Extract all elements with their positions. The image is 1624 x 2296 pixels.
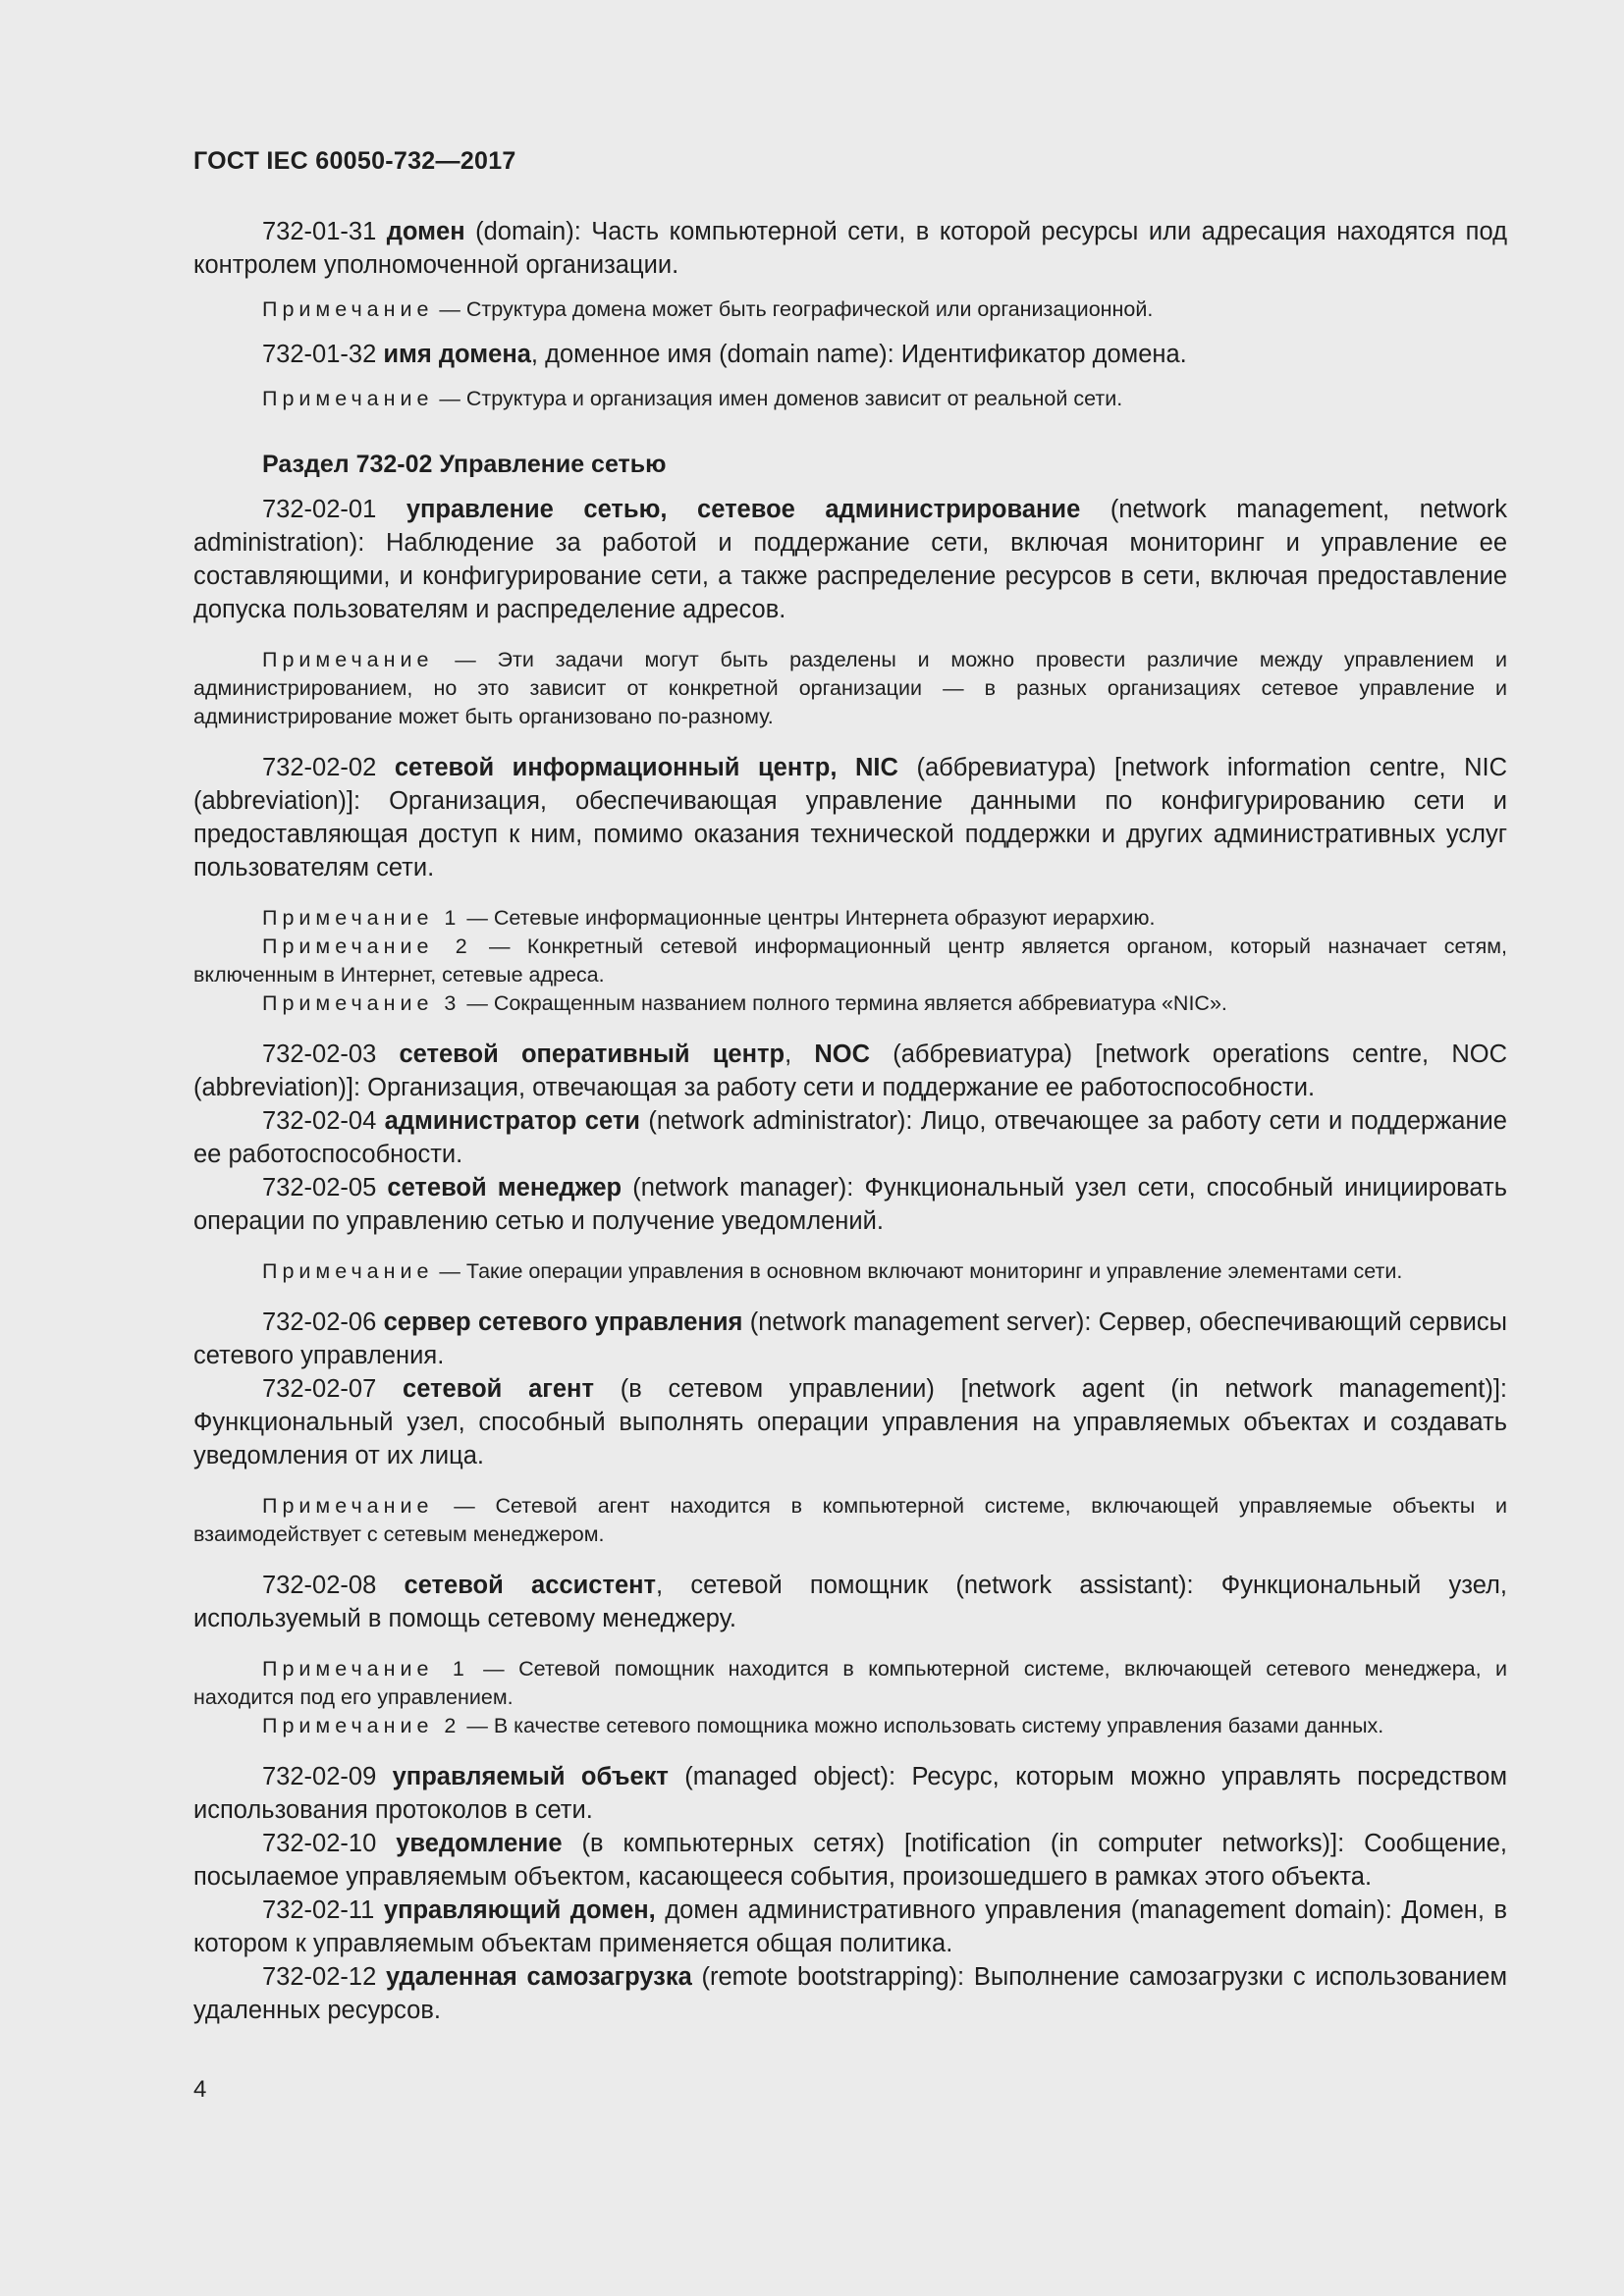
note-label: Примечание (262, 1259, 434, 1283)
term-definition: (аббревиатура) [network operations centre, NOC (abbreviation)]: Организация, отвечающая за работу сети и поддержание ее работоспособности. (193, 1041, 1507, 1101)
note-text: — Сетевые информационные центры Интернета образуют иерархию. (460, 906, 1156, 930)
term-note (193, 295, 1507, 324)
note-label: Примечание (262, 648, 434, 671)
term-definition: , доменное имя (domain name): Идентификатор домена. (530, 341, 1187, 368)
term-definition: (network administrator): Лицо, отвечающее за работу сети и поддержание ее работоспособности. (193, 1107, 1507, 1168)
document-header: ГОСТ IEC 60050-732—2017 (193, 147, 516, 175)
note-text: — Сетевой помощник находится в компьютерной системе, включающей сетевого менеджера, и находится под его управлением. (193, 1657, 1508, 1709)
term-note (193, 1257, 1507, 1286)
term-code: 732-01-31 (262, 218, 377, 245)
term-code: 732-02-05 (262, 1174, 377, 1201)
term-definition: (network management, network administration): Наблюдение за работой и поддержание сети, включая мониторинг и управление ее составляющими, и конфигурирование сети, а также распределение ресурсов в сети, включая предоставление допуска пользователям и распределение адресов. (193, 496, 1507, 623)
term-name: уведомление (396, 1830, 563, 1857)
term-entry (193, 1171, 1507, 1238)
term-code: 732-02-07 (262, 1375, 377, 1403)
term-note (193, 933, 1507, 989)
term-entry (193, 1038, 1507, 1104)
note-text: — Сокращенным названием полного термина является аббревиатура «NIC». (460, 991, 1227, 1015)
term-definition: (network manager): Функциональный узел сети, способный инициировать операции по управлению сетью и получение уведомлений. (193, 1174, 1507, 1235)
note-label: Примечание 2 (262, 1714, 461, 1737)
note-text: — Эти задачи могут быть разделены и можно провести различие между управлением и администрированием, но это зависит от конкретной организации — в разных организациях сетевое управление и администрирование может быть организовано по-разному. (193, 648, 1507, 728)
term-entry (193, 751, 1507, 884)
page-number: 4 (193, 2076, 207, 2103)
term-name: сервер сетевого управления (383, 1308, 743, 1336)
note-label: Примечание (262, 297, 434, 321)
term-name: удаленная самозагрузка (385, 1963, 692, 1991)
term-entry (193, 1306, 1507, 1372)
note-text: — Конкретный сетевой информационный центр является органом, который назначает сетям, включенным в Интернет, сетевые адреса. (193, 934, 1507, 987)
term-entry (193, 493, 1507, 626)
term-code: 732-02-08 (262, 1572, 377, 1599)
term-entry (193, 1827, 1507, 1894)
term-note (193, 904, 1507, 933)
term-code: 732-01-32 (262, 341, 377, 368)
term-note (193, 1655, 1507, 1712)
note-label: Примечание 1 (262, 1657, 469, 1681)
term-code: 732-02-06 (262, 1308, 377, 1336)
term-name: сетевой информационный центр, NIC (394, 754, 898, 781)
note-text: — Структура домена может быть географической или организационной. (433, 297, 1154, 321)
term-code: 732-02-04 (262, 1107, 377, 1135)
term-note (193, 1712, 1507, 1740)
note-label: Примечание 1 (262, 906, 461, 930)
term-entry (193, 1760, 1507, 1827)
term-code: 732-02-10 (262, 1830, 377, 1857)
note-text: — Сетевой агент находится в компьютерной системе, включающей управляемые объекты и взаимодействует с сетевым менеджером. (193, 1494, 1507, 1546)
term-note (193, 989, 1507, 1018)
term-code: 732-02-01 (262, 496, 377, 523)
term-code: 732-02-03 (262, 1041, 377, 1068)
term-definition: (в сетевом управлении) [network agent (in network management)]: Функциональный узел, способный выполнять операции управления на управляемых объектах и создавать уведомления от их лица. (193, 1375, 1507, 1469)
term-definition: (managed object): Ресурс, которым можно управлять посредством использования протоколов в сети. (193, 1763, 1507, 1824)
term-entry (193, 215, 1507, 282)
term-note (193, 385, 1507, 413)
term-name: управляемый объект (392, 1763, 669, 1790)
note-label: Примечание (262, 1494, 434, 1518)
section-heading: Раздел 732-02 Управление сетью (262, 451, 667, 478)
term-name: управляющий домен, (383, 1896, 656, 1924)
term-definition: (remote bootstrapping): Выполнение самозагрузки с использованием удаленных ресурсов. (193, 1963, 1507, 2024)
term-code: 732-02-11 (262, 1896, 375, 1924)
term-entry (193, 338, 1507, 371)
term-separator: , (785, 1041, 815, 1068)
term-entry (193, 1960, 1507, 2027)
term-name: имя домена (383, 341, 531, 368)
note-label: Примечание 3 (262, 991, 461, 1015)
document-page (193, 147, 1507, 2104)
term-code: 732-02-02 (262, 754, 377, 781)
term-name: сетевой оперативный центр (399, 1041, 785, 1068)
note-text: — Структура и организация имен доменов зависит от реальной сети. (433, 387, 1123, 410)
term-entry (193, 1894, 1507, 1960)
term-definition: , сетевой помощник (network assistant): Функциональный узел, используемый в помощь сетевому менеджеру. (193, 1572, 1507, 1632)
term-definition: (domain): Часть компьютерной сети, в которой ресурсы или адресация находятся под контролем уполномоченной организации. (193, 218, 1507, 279)
term-name: сетевой ассистент (404, 1572, 657, 1599)
note-text: — Такие операции управления в основном включают мониторинг и управление элементами сети. (433, 1259, 1403, 1283)
term-name: администратор сети (384, 1107, 640, 1135)
term-definition: (network management server): Сервер, обеспечивающий сервисы сетевого управления. (193, 1308, 1507, 1369)
term-definition: домен административного управления (management domain): Домен, в котором к управляемым объектам применяется общая политика. (193, 1896, 1507, 1957)
term-name: домен (386, 218, 465, 245)
term-entry (193, 1104, 1507, 1171)
term-code: 732-02-09 (262, 1763, 377, 1790)
term-name: сетевой агент (403, 1375, 594, 1403)
term-note (193, 1492, 1507, 1549)
term-entry (193, 1569, 1507, 1635)
term-definition: (в компьютерных сетях) [notification (in computer networks)]: Сообщение, посылаемое управляемым объектом, касающееся события, произошедшего в рамках этого объекта. (193, 1830, 1507, 1891)
term-entry (193, 1372, 1507, 1472)
term-code: 732-02-12 (262, 1963, 377, 1991)
note-label: Примечание 2 (262, 934, 472, 958)
term-definition: (аббревиатура) [network information centre, NIC (abbreviation)]: Организация, обеспечивающая управление данными по конфигурированию сети и предоставляющая доступ к ним, помимо оказания технической поддержки и других административных услуг пользователям сети. (193, 754, 1507, 881)
term-name: сетевой менеджер (387, 1174, 623, 1201)
note-label: Примечание (262, 387, 434, 410)
term-note (193, 646, 1507, 731)
term-name: управление сетью, сетевое администрирование (406, 496, 1081, 523)
term-abbreviation: NOC (814, 1041, 871, 1068)
note-text: — В качестве сетевого помощника можно использовать систему управления базами данных. (460, 1714, 1384, 1737)
